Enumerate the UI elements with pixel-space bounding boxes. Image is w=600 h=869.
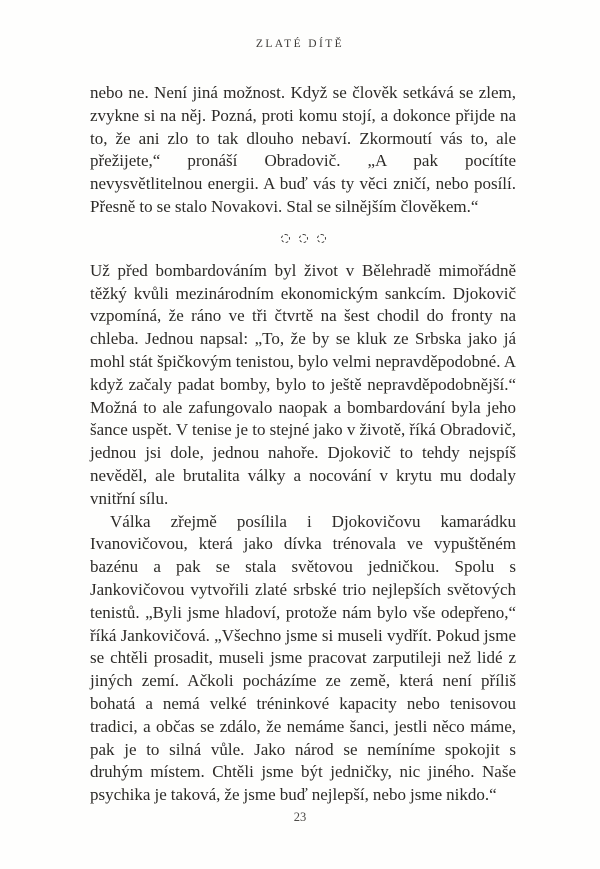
- text-block: [90, 82, 516, 807]
- body-paragraph: nebo ne. Není jiná možnost. Když se člověk setkává se zlem, zvykne si na něj. Pozná, proti komu stojí, a dokonce přijde na to, že ani zlo to tak dlouho nebaví. Zkormoutí vás to, ale přežijete,“ pronáší Obradovič. „A pak pocítíte nevysvětlitelnou energii. A buď vás ty věci zničí, nebo posílí. Přesně to se stalo Novakovi. Stal se silnějším člověkem.“: [90, 83, 516, 216]
- running-head: ZLATÉ DÍTĚ: [255, 38, 345, 50]
- body-paragraph: Už před bombardováním byl život v Bělehradě mimořádně těžký kvůli mezinárodním ekonomickým sankcím. Djokovič vzpomíná, že ráno ve tři čtvrtě na šest chodil do fronty na chleba. Jednou napsal: „To, že by se kluk ze Srbska jako já mohl stát špičkovým tenistou, bylo velmi nepravděpodobné. A když začaly padat bomby, bylo to ještě nepravděpodobnější.“ Možná to ale zafungovalo naopak a bombardování byla jeho šance uspět. V tenise je to stejné jako v životě, říká Obradovič, jednou jsi dole, jednou nahoře. Djokovič to tehdy nejspíš nevěděl, ale brutalita války a nocování v krytu mu dodaly vnitřní sílu.: [90, 260, 516, 508]
- dashed-circle-icon: [299, 234, 308, 243]
- dashed-circle-icon: [317, 234, 326, 243]
- page-number: 23: [293, 810, 307, 824]
- dashed-circle-icon: [281, 234, 290, 243]
- body-paragraph: Válka zřejmě posílila i Djokovičovu kamarádku Ivanovičovou, která jako dívka trénovala ve vypuštěném bazénu a pak se stala světovou jedničkou. Spolu s Jankovičovou vytvořili zlaté srbské trio nejlepších světových tenistů. „Byli jsme hladoví, protože nám bylo vše odepřeno,“ říká Jankovičová. „Všechno jsme si museli vydřít. Pokud jsme se chtěli prosadit, museli jsme pracovat zarputileji než lidé z jiných zemí. Ačkoli pocházíme ze země, která není příliš bohatá a nemá velké tréninkové kapacity nebo tenisovou tradici, a občas se zdálo, že nemáme šanci, jestli něco máme, pak je to silná vůle. Jako národ se nemíníme spokojit s druhým místem. Chtěli jsme být jedničky, nic jiného. Naše psychika je taková, že jsme buď nejlepší, nebo jsme nikdo.“: [90, 511, 516, 805]
- section-break-ornament: [90, 234, 516, 244]
